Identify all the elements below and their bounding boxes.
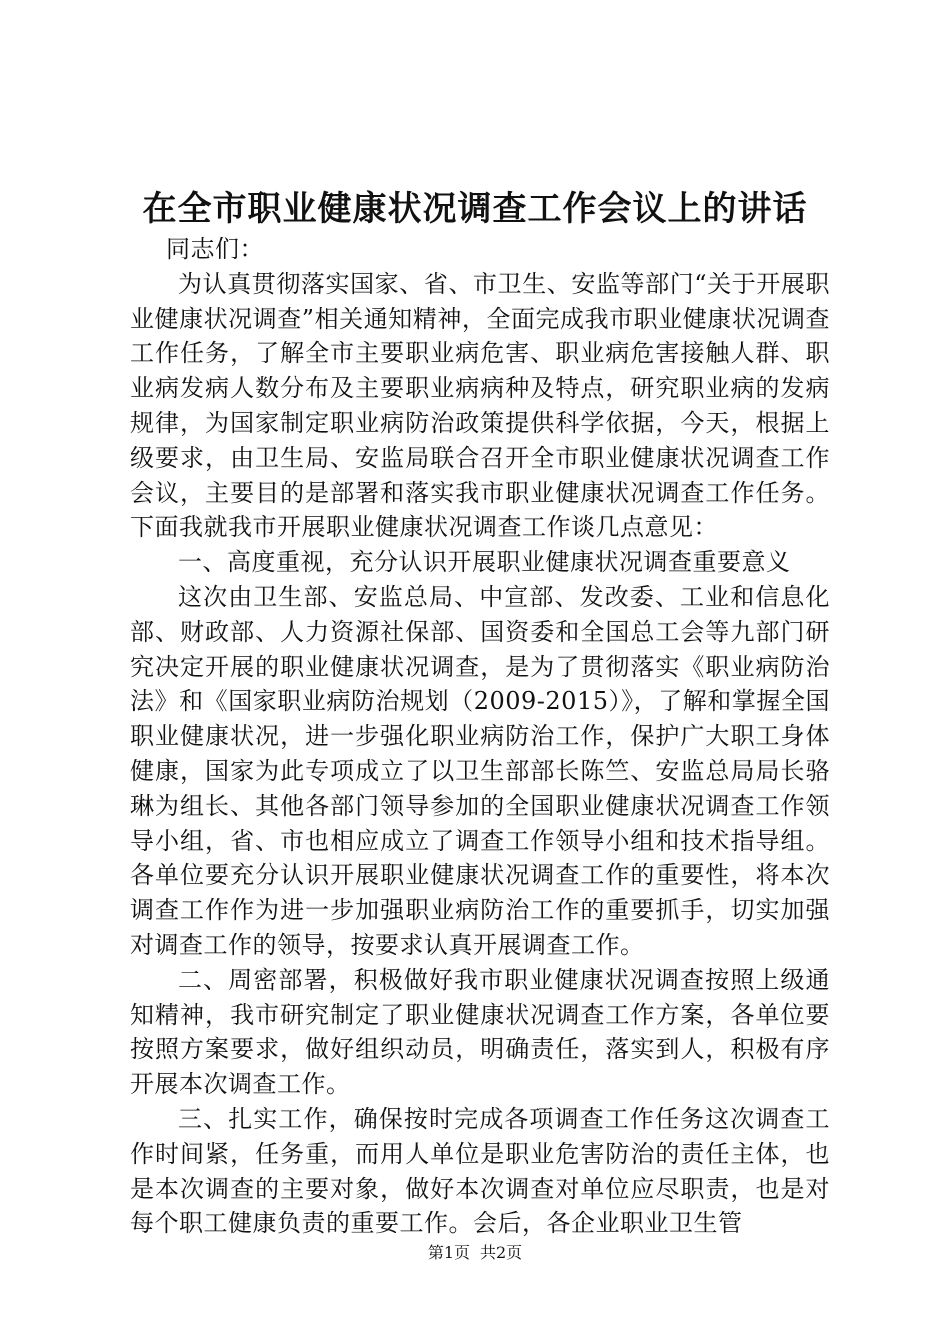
page-number: 第1页 [427, 1243, 470, 1262]
section-heading-1: 一、高度重视，充分认识开展职业健康状况调查重要意义 [178, 548, 791, 577]
paragraph-intro: 为认真贯彻落实国家、省、市卫生、安监等部门“关于开展职业健康状况调查”相关通知精神，全面完成我市职业健康状况调查工作任务，了解全市主要职业病危害、职业病危害接触人群、职业病发病人数分布及主要职业病病种及特点，研究职业病的发病规律，为国家制定职业病防治政策提供科学依据，今天，根据上级要求，由卫生局、安监局联合召开全市职业健康状况调查工作会议，主要目的是部署和落实我市职业健康状况调查工作任务。下面我就我市开展职业健康状况调查工作谈几点意见： [130, 269, 830, 542]
greeting: 同志们： [166, 235, 264, 263]
document-title: 在全市职业健康状况调查工作会议上的讲话 [142, 189, 808, 229]
page-footer [0, 1242, 950, 1264]
paragraph-section-3: 三、扎实工作，确保按时完成各项调查工作任务这次调查工作时间紧，任务重，而用人单位是职业危害防治的责任主体，也是本次调查的主要对象，做好本次调查对单位应尽职责，也是对每个职工健康负责的重要工作。会后，各企业职业卫生管 [130, 1104, 830, 1238]
document-body [130, 232, 830, 1241]
page-total: 共2页 [480, 1243, 523, 1262]
paragraph-section-2: 二、周密部署，积极做好我市职业健康状况调查按照上级通知精神，我市研究制定了职业健康状况调查工作方案，各单位要按照方案要求，做好组织动员，明确责任，落实到人，积极有序开展本次调查工作。 [130, 965, 830, 1099]
paragraph-section-1: 这次由卫生部、安监总局、中宣部、发改委、工业和信息化部、财政部、人力资源社保部、国资委和全国总工会等九部门研究决定开展的职业健康状况调查，是为了贯彻落实《职业病防治法》和《国家职业病防治规划（2009-2015）》，了解和掌握全国职业健康状况，进一步强化职业病防治工作，保护广大职工身体健康，国家为此专项成立了以卫生部部长陈竺、安监总局局长骆琳为组长、其他各部门领导参加的全国职业健康状况调查工作领导小组，省、市也相应成立了调查工作领导小组和技术指导组。各单位要充分认识开展职业健康状况调查工作的重要性，将本次调查工作作为进一步加强职业病防治工作的重要抓手，切实加强对调查工作的领导，按要求认真开展调查工作。 [130, 582, 830, 959]
